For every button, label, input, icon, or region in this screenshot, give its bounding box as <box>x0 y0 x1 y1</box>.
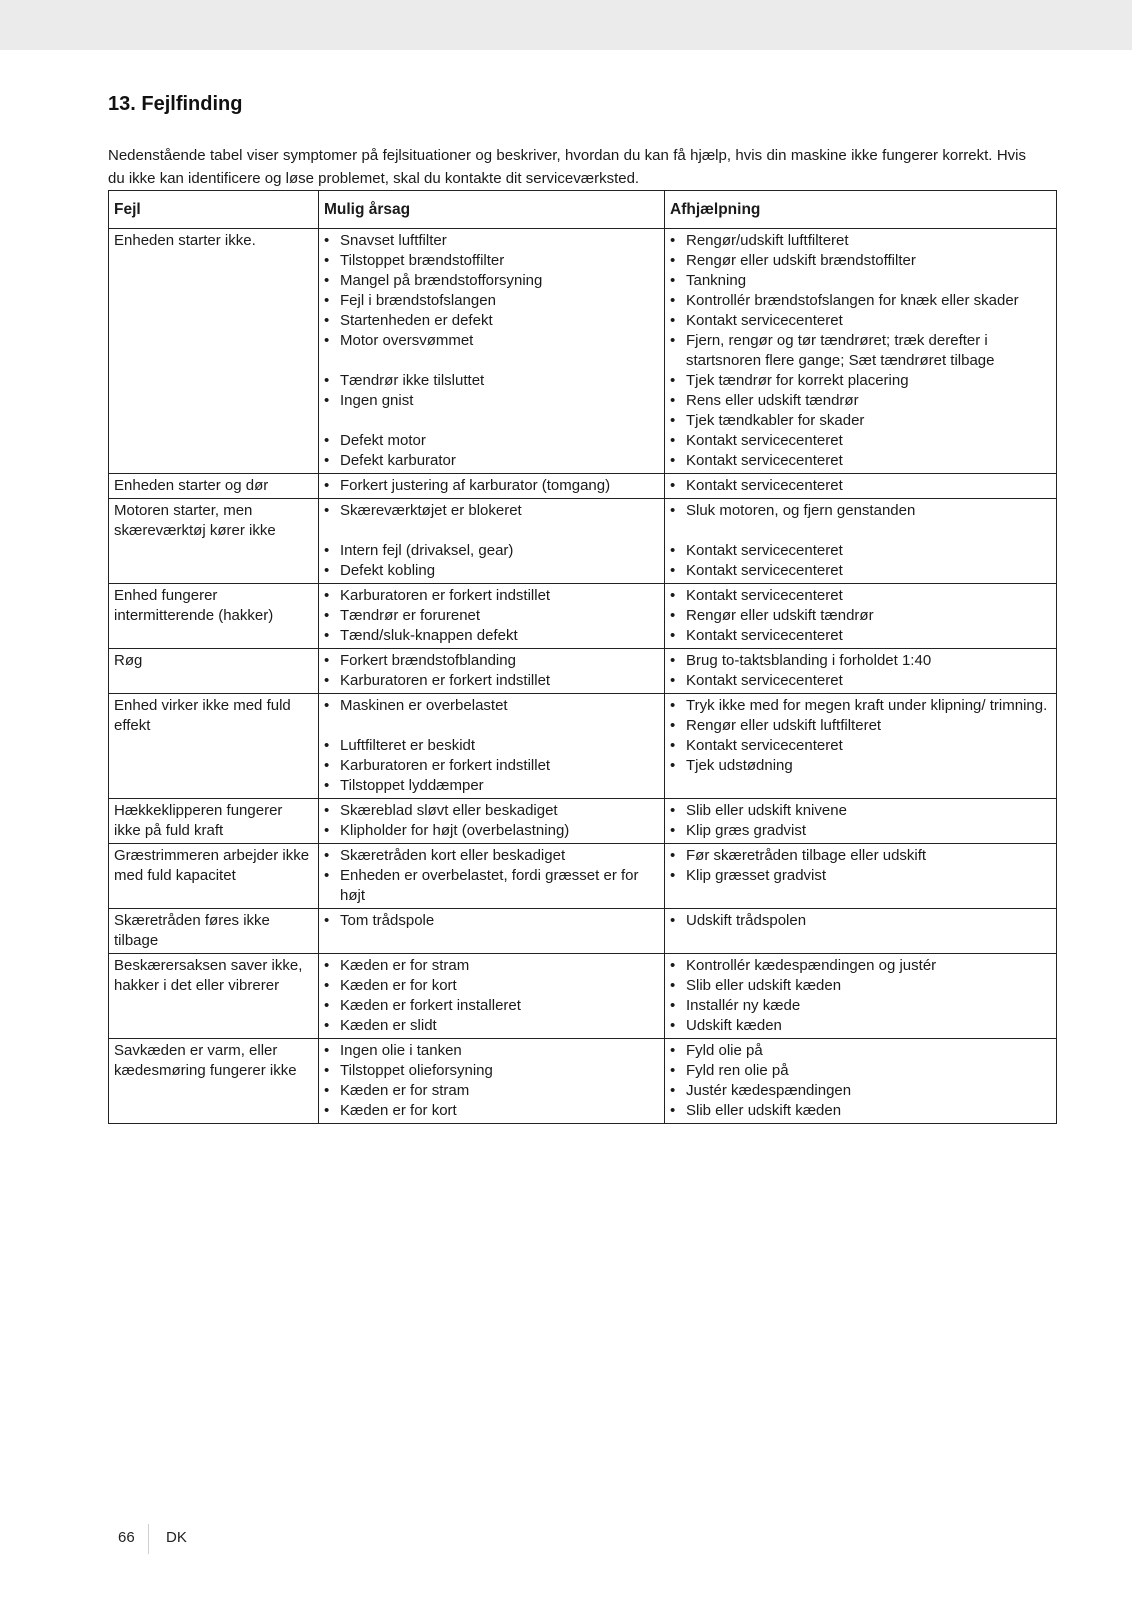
table-row <box>109 844 1057 909</box>
cause-cell <box>319 954 665 1039</box>
table-row <box>109 694 1057 799</box>
remedy-item: • Kontakt servicecenteret <box>670 626 1051 646</box>
table-row <box>109 954 1057 1039</box>
remedy-list <box>670 911 1051 931</box>
header-fault: Fejl <box>109 191 319 229</box>
remedy-cell <box>665 1039 1057 1124</box>
remedy-item: • Rengør eller udskift luftfilteret <box>670 716 1051 736</box>
cause-item: • Ingen gnist <box>324 391 659 411</box>
cause-cell <box>319 909 665 954</box>
remedy-item: • Kontakt servicecenteret <box>670 736 1051 756</box>
cause-item: • Tilstoppet olieforsyning <box>324 1061 659 1081</box>
remedy-item: • Fjern, rengør og tør tændrøret; træk derefter i startsnoren flere gange; Sæt tændrøret tilbage <box>670 331 1051 371</box>
remedy-list <box>670 1041 1051 1121</box>
remedy-item: • Sluk motoren, og fjern genstanden <box>670 501 1051 521</box>
fault-cell: Enheden starter og dør <box>109 474 319 499</box>
cause-item: • Kæden er for stram <box>324 956 659 976</box>
cause-item: • Kæden er for kort <box>324 976 659 996</box>
remedy-list <box>670 501 1051 581</box>
remedy-item: • Kontrollér kædespændingen og justér <box>670 956 1051 976</box>
table-row <box>109 584 1057 649</box>
cause-item: • Fejl i brændstofslangen <box>324 291 659 311</box>
cause-item: • Karburatoren er forkert indstillet <box>324 756 659 776</box>
cause-item: • Snavset luftfilter <box>324 231 659 251</box>
cause-item: • Tilstoppet lyddæmper <box>324 776 659 796</box>
table-row <box>109 799 1057 844</box>
remedy-item: • Kontakt servicecenteret <box>670 431 1051 451</box>
remedy-item: • Kontakt servicecenteret <box>670 451 1051 471</box>
cause-item: • Tændrør er forurenet <box>324 606 659 626</box>
remedy-item: • Slib eller udskift knivene <box>670 801 1051 821</box>
remedy-list <box>670 231 1051 471</box>
remedy-cell <box>665 694 1057 799</box>
remedy-item: • Udskift trådspolen <box>670 911 1051 931</box>
header-remedy: Afhjælpning <box>665 191 1057 229</box>
cause-cell <box>319 649 665 694</box>
list-spacer <box>324 716 659 736</box>
cause-item: • Kæden er forkert installeret <box>324 996 659 1016</box>
table-row <box>109 229 1057 474</box>
cause-item: • Defekt karburator <box>324 451 659 471</box>
remedy-item: • Udskift kæden <box>670 1016 1051 1036</box>
table-row <box>109 649 1057 694</box>
remedy-item: • Tjek tændrør for korrekt placering <box>670 371 1051 391</box>
remedy-item: • Rengør/udskift luftfilteret <box>670 231 1051 251</box>
cause-item: • Skæreblad sløvt eller beskadiget <box>324 801 659 821</box>
remedy-item: • Kontakt servicecenteret <box>670 586 1051 606</box>
remedy-item: • Rengør eller udskift brændstoffilter <box>670 251 1051 271</box>
remedy-item: • Slib eller udskift kæden <box>670 1101 1051 1121</box>
page-number: 66 <box>118 1529 135 1546</box>
remedy-cell <box>665 474 1057 499</box>
cause-cell <box>319 1039 665 1124</box>
remedy-item: • Tryk ikke med for megen kraft under klipning/ trimning. <box>670 696 1051 716</box>
cause-item: • Defekt kobling <box>324 561 659 581</box>
cause-cell <box>319 499 665 584</box>
remedy-item: • Brug to-taktsblanding i forholdet 1:40 <box>670 651 1051 671</box>
cause-list <box>324 956 659 1036</box>
cause-cell <box>319 229 665 474</box>
cause-list <box>324 696 659 796</box>
cause-item: • Maskinen er overbelastet <box>324 696 659 716</box>
cause-list <box>324 846 659 906</box>
cause-item: • Skæreværktøjet er blokeret <box>324 501 659 521</box>
cause-item: • Mangel på brændstofforsyning <box>324 271 659 291</box>
cause-item: • Intern fejl (drivaksel, gear) <box>324 541 659 561</box>
fault-cell: Enhed fungerer intermitterende (hakker) <box>109 584 319 649</box>
cause-list <box>324 651 659 691</box>
table-row <box>109 909 1057 954</box>
remedy-cell <box>665 229 1057 474</box>
fault-cell: Motoren starter, men skæreværktøj kører ikke <box>109 499 319 584</box>
remedy-item: • Rens eller udskift tændrør <box>670 391 1051 411</box>
cause-cell <box>319 584 665 649</box>
list-spacer <box>324 411 659 431</box>
cause-item: • Motor oversvømmet <box>324 331 659 351</box>
cause-list <box>324 501 659 581</box>
remedy-item: • Justér kædespændingen <box>670 1081 1051 1101</box>
cause-list <box>324 911 659 931</box>
cause-item: • Forkert justering af karburator (tomgang) <box>324 476 659 496</box>
fault-cell: Enhed virker ikke med fuld effekt <box>109 694 319 799</box>
cause-item: • Karburatoren er forkert indstillet <box>324 671 659 691</box>
cause-list <box>324 231 659 471</box>
cause-item: • Defekt motor <box>324 431 659 451</box>
remedy-cell <box>665 799 1057 844</box>
fault-cell: Savkæden er varm, eller kædesmøring fungerer ikke <box>109 1039 319 1124</box>
fault-cell: Skæretråden føres ikke tilbage <box>109 909 319 954</box>
remedy-item: • Tjek tændkabler for skader <box>670 411 1051 431</box>
cause-item: • Tænd/sluk-knappen defekt <box>324 626 659 646</box>
remedy-cell <box>665 954 1057 1039</box>
cause-item: • Kæden er for stram <box>324 1081 659 1101</box>
footer-divider <box>148 1524 149 1554</box>
table-header-row <box>109 191 1057 229</box>
remedy-list <box>670 846 1051 886</box>
list-spacer <box>324 351 659 371</box>
cause-item: • Tom trådspole <box>324 911 659 931</box>
cause-list <box>324 1041 659 1121</box>
cause-cell <box>319 844 665 909</box>
remedy-item: • Slib eller udskift kæden <box>670 976 1051 996</box>
remedy-list <box>670 801 1051 841</box>
table-body <box>109 229 1057 1124</box>
cause-list <box>324 476 659 496</box>
remedy-item: • Kontakt servicecenteret <box>670 671 1051 691</box>
troubleshooting-table <box>108 190 1057 1124</box>
troubleshooting-table-wrapper <box>108 190 1056 1124</box>
remedy-item: • Installér ny kæde <box>670 996 1051 1016</box>
fault-cell: Græstrimmeren arbejder ikke med fuld kapacitet <box>109 844 319 909</box>
remedy-item: • Rengør eller udskift tændrør <box>670 606 1051 626</box>
remedy-cell <box>665 844 1057 909</box>
remedy-item: • Kontakt servicecenteret <box>670 541 1051 561</box>
remedy-item: • Tankning <box>670 271 1051 291</box>
cause-item: • Tilstoppet brændstoffilter <box>324 251 659 271</box>
remedy-list <box>670 476 1051 496</box>
remedy-item: • Kontakt servicecenteret <box>670 561 1051 581</box>
remedy-item: • Fyld ren olie på <box>670 1061 1051 1081</box>
cause-cell <box>319 694 665 799</box>
remedy-list <box>670 586 1051 646</box>
cause-cell <box>319 474 665 499</box>
remedy-item: • Før skæretråden tilbage eller udskift <box>670 846 1051 866</box>
list-spacer <box>324 521 659 541</box>
cause-item: • Karburatoren er forkert indstillet <box>324 586 659 606</box>
fault-cell: Beskærersaksen saver ikke, hakker i det eller vibrerer <box>109 954 319 1039</box>
cause-list <box>324 801 659 841</box>
remedy-item: • Kontrollér brændstofslangen for knæk eller skader <box>670 291 1051 311</box>
top-gray-band <box>0 0 1132 50</box>
remedy-item: • Fyld olie på <box>670 1041 1051 1061</box>
remedy-cell <box>665 909 1057 954</box>
remedy-item: • Klip græsset gradvist <box>670 866 1051 886</box>
cause-item: • Klipholder for højt (overbelastning) <box>324 821 659 841</box>
remedy-cell <box>665 584 1057 649</box>
cause-item: • Skæretråden kort eller beskadiget <box>324 846 659 866</box>
header-cause: Mulig årsag <box>319 191 665 229</box>
table-row <box>109 474 1057 499</box>
section-title: 13. Fejlfinding <box>108 93 243 115</box>
fault-cell: Røg <box>109 649 319 694</box>
cause-item: • Forkert brændstofblanding <box>324 651 659 671</box>
cause-item: • Enheden er overbelastet, fordi græsset er for højt <box>324 866 659 906</box>
fault-cell: Enheden starter ikke. <box>109 229 319 474</box>
cause-item: • Luftfilteret er beskidt <box>324 736 659 756</box>
language-code: DK <box>166 1529 187 1546</box>
remedy-cell <box>665 649 1057 694</box>
fault-cell: Hækkeklipperen fungerer ikke på fuld kraft <box>109 799 319 844</box>
list-spacer <box>670 521 1051 541</box>
remedy-cell <box>665 499 1057 584</box>
table-row <box>109 1039 1057 1124</box>
cause-item: • Kæden er slidt <box>324 1016 659 1036</box>
remedy-list <box>670 956 1051 1036</box>
remedy-item: • Kontakt servicecenteret <box>670 476 1051 496</box>
remedy-list <box>670 651 1051 691</box>
table-row <box>109 499 1057 584</box>
intro-paragraph: Nedenstående tabel viser symptomer på fejlsituationer og beskriver, hvordan du kan få hjælp, hvis din maskine ikke fungerer korrekt. Hvis du ikke kan identificere og løse problemet, skal du kontakte dit serviceværksted. <box>108 147 1026 187</box>
remedy-item: • Kontakt servicecenteret <box>670 311 1051 331</box>
remedy-list <box>670 696 1051 776</box>
remedy-item: • Klip græs gradvist <box>670 821 1051 841</box>
cause-item: • Ingen olie i tanken <box>324 1041 659 1061</box>
cause-item: • Kæden er for kort <box>324 1101 659 1121</box>
cause-item: • Tændrør ikke tilsluttet <box>324 371 659 391</box>
remedy-item: • Tjek udstødning <box>670 756 1051 776</box>
cause-cell <box>319 799 665 844</box>
cause-list <box>324 586 659 646</box>
cause-item: • Startenheden er defekt <box>324 311 659 331</box>
